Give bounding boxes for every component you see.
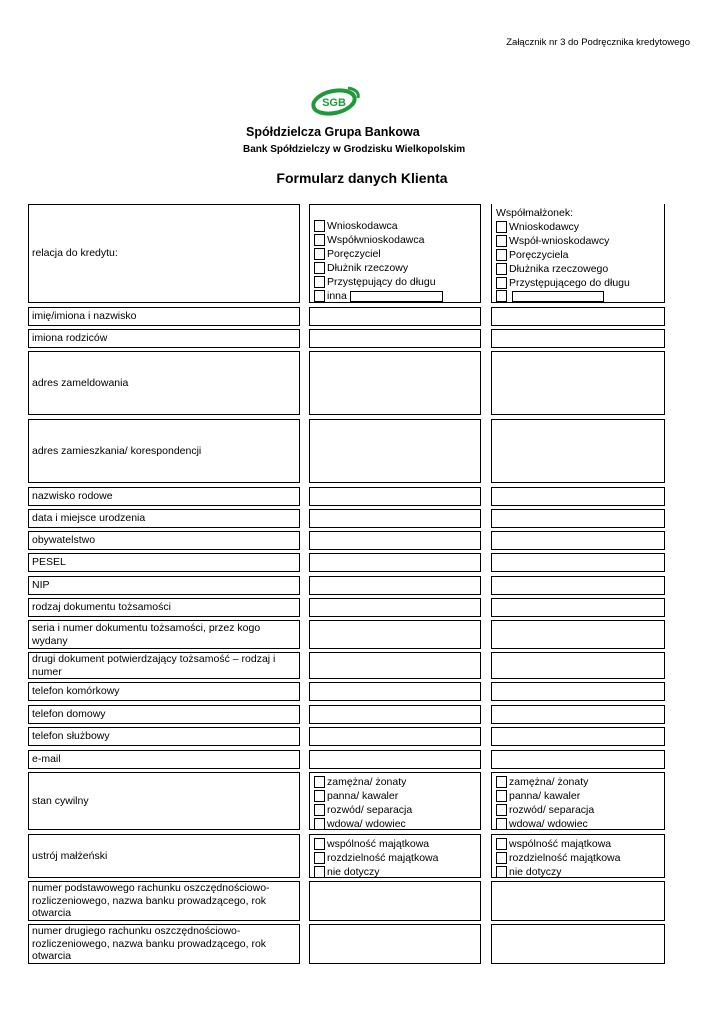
form-row (0, 351, 724, 415)
form-row (0, 553, 724, 572)
form-row (0, 620, 724, 649)
row-label: obywatelstwo (28, 531, 300, 550)
spouse-field[interactable] (491, 750, 665, 769)
spouse-field[interactable] (491, 307, 665, 326)
form-row (0, 881, 724, 921)
checkbox[interactable] (496, 776, 507, 788)
checkbox[interactable] (496, 249, 507, 261)
row-label: data i miejsce urodzenia (28, 509, 300, 528)
form-row (0, 652, 724, 679)
checkbox[interactable] (314, 866, 325, 878)
option-inna[interactable]: inna (314, 289, 476, 303)
spouse-field[interactable] (491, 705, 665, 724)
checkbox[interactable] (314, 234, 325, 246)
form-row (0, 727, 724, 746)
option-dluznik-rzeczowy[interactable]: Dłużnik rzeczowy (314, 261, 476, 275)
option-poreczyciel[interactable]: Poręczyciel (314, 247, 476, 261)
spouse-field[interactable] (491, 329, 665, 348)
other-input[interactable] (512, 291, 604, 302)
row-label: NIP (28, 576, 300, 595)
client-field[interactable] (309, 509, 481, 528)
checkbox[interactable] (496, 804, 507, 816)
client-field[interactable] (309, 705, 481, 724)
property-options-client (309, 834, 481, 878)
option-nie-dotyczy[interactable]: nie dotyczy (314, 865, 476, 879)
option-wdowa[interactable]: wdowa/ wdowiec (496, 817, 660, 831)
client-field[interactable] (309, 351, 481, 415)
checkbox[interactable] (496, 235, 507, 247)
sgb-logo (308, 84, 364, 118)
row-label: telefon służbowy (28, 727, 300, 746)
option-panna[interactable]: panna/ kawaler (314, 789, 476, 803)
client-field[interactable] (309, 487, 481, 506)
option-wnioskodawca[interactable]: Wnioskodawca (314, 219, 476, 233)
row-label: adres zameldowania (28, 351, 300, 415)
checkbox[interactable] (314, 248, 325, 260)
form-row (0, 750, 724, 769)
checkbox[interactable] (314, 838, 325, 850)
client-field[interactable] (309, 924, 481, 964)
client-field[interactable] (309, 553, 481, 572)
form-row-property (0, 834, 724, 878)
checkbox[interactable] (496, 290, 507, 302)
option-zamezna[interactable]: zamężna/ żonaty (314, 775, 476, 789)
option-panna[interactable]: panna/ kawaler (496, 789, 660, 803)
form-row (0, 705, 724, 724)
checkbox[interactable] (496, 838, 507, 850)
client-field[interactable] (309, 598, 481, 617)
row-label: nazwisko rodowe (28, 487, 300, 506)
client-field[interactable] (309, 576, 481, 595)
client-field[interactable] (309, 307, 481, 326)
row-label: seria i numer dokumentu tożsamości, przez kogo wydany (28, 620, 300, 649)
client-field[interactable] (309, 620, 481, 649)
spouse-field[interactable] (491, 881, 665, 921)
checkbox[interactable] (496, 818, 507, 830)
checkbox[interactable] (496, 790, 507, 802)
row-label: imię/imiona i nazwisko (28, 307, 300, 326)
relation-options-spouse (491, 204, 665, 303)
spouse-header: Współmałżonek: (496, 207, 574, 219)
form-row-marital (0, 772, 724, 830)
row-label: drugi dokument potwierdzający tożsamość – rodzaj i numer (28, 652, 300, 679)
client-field[interactable] (309, 419, 481, 483)
client-field[interactable] (309, 531, 481, 550)
spouse-field[interactable] (491, 620, 665, 649)
checkbox[interactable] (314, 776, 325, 788)
form-row (0, 487, 724, 506)
row-label: PESEL (28, 553, 300, 572)
form-row (0, 531, 724, 550)
form-row (0, 329, 724, 348)
option-rozwod[interactable]: rozwód/ separacja (314, 803, 476, 817)
option-rozdzielnosc[interactable]: rozdzielność majątkowa (496, 851, 660, 865)
marital-options-spouse (491, 772, 665, 830)
checkbox[interactable] (314, 290, 325, 302)
spouse-field[interactable] (491, 509, 665, 528)
row-label: numer podstawowego rachunku oszczędnościowo-rozliczeniowego, nazwa banku prowadzącego, rok otwarcia (28, 881, 300, 921)
spouse-field[interactable] (491, 419, 665, 483)
option-zamezna[interactable]: zamężna/ żonaty (496, 775, 660, 789)
form-row (0, 598, 724, 617)
client-field[interactable] (309, 881, 481, 921)
client-field[interactable] (309, 329, 481, 348)
option-rozwod[interactable]: rozwód/ separacja (496, 803, 660, 817)
checkbox[interactable] (314, 262, 325, 274)
checkbox[interactable] (314, 818, 325, 830)
relation-options-client (309, 204, 481, 303)
spouse-field[interactable] (491, 924, 665, 964)
checkbox[interactable] (314, 220, 325, 232)
checkbox[interactable] (314, 790, 325, 802)
form-row (0, 924, 724, 964)
spouse-field[interactable] (491, 598, 665, 617)
spouse-field[interactable] (491, 351, 665, 415)
option-nie-dotyczy[interactable]: nie dotyczy (496, 865, 660, 879)
spouse-field[interactable] (491, 682, 665, 701)
option-wspol-wnioskodawcy[interactable]: Współ-wnioskodawcy (496, 234, 660, 248)
row-label: numer drugiego rachunku oszczędnościowo-rozliczeniowego, nazwa banku prowadzącego, rok otwarcia (28, 924, 300, 964)
checkbox[interactable] (314, 276, 325, 288)
client-field[interactable] (309, 652, 481, 679)
spouse-field[interactable] (491, 652, 665, 679)
form-row (0, 509, 724, 528)
bank-name: Bank Spółdzielczy w Grodzisku Wielkopolskim (243, 144, 466, 155)
row-label: adres zamieszkania/ korespondencji (28, 419, 300, 483)
property-options-spouse (491, 834, 665, 878)
checkbox[interactable] (496, 221, 507, 233)
option-dluznika-rzeczowego[interactable]: Dłużnika rzeczowego (496, 262, 660, 276)
option-wnioskodawcy[interactable]: Wnioskodawcy (496, 220, 660, 234)
client-field[interactable] (309, 727, 481, 746)
annex-note: Załącznik nr 3 do Podręcznika kredytowego (506, 37, 690, 48)
checkbox[interactable] (496, 852, 507, 864)
form-title: Formularz danych Klienta (276, 170, 448, 186)
other-input[interactable] (350, 291, 443, 302)
form-row-relation (0, 204, 724, 303)
row-label: ustrój małżeński (28, 834, 300, 878)
logo-text: SGB (322, 97, 346, 109)
spouse-field[interactable] (491, 727, 665, 746)
row-label: telefon komórkowy (28, 682, 300, 701)
checkbox[interactable] (496, 263, 507, 275)
checkbox[interactable] (496, 277, 507, 289)
option-wspolwnioskodawca[interactable]: Współwnioskodawca (314, 233, 476, 247)
organization-name: Spółdzielcza Grupa Bankowa (246, 125, 420, 139)
form-row (0, 682, 724, 701)
option-przystepujacego[interactable]: Przystępującego do długu (496, 276, 660, 290)
checkbox[interactable] (496, 866, 507, 878)
spouse-field[interactable] (491, 576, 665, 595)
row-label: e-mail (28, 750, 300, 769)
option-przystepujacy[interactable]: Przystępujący do długu (314, 275, 476, 289)
checkbox[interactable] (314, 852, 325, 864)
spouse-field[interactable] (491, 487, 665, 506)
option-poreczyciela[interactable]: Poręczyciela (496, 248, 660, 262)
client-field[interactable] (309, 682, 481, 701)
option-wdowa[interactable]: wdowa/ wdowiec (314, 817, 476, 831)
row-label: imiona rodziców (28, 329, 300, 348)
row-label: rodzaj dokumentu tożsamości (28, 598, 300, 617)
form-row (0, 419, 724, 483)
client-field[interactable] (309, 750, 481, 769)
option-rozdzielnosc[interactable]: rozdzielność majątkowa (314, 851, 476, 865)
marital-options-client (309, 772, 481, 830)
form-row (0, 576, 724, 595)
row-label: relacja do kredytu: (28, 204, 300, 303)
option-other-spouse[interactable] (496, 290, 660, 302)
row-label: telefon domowy (28, 705, 300, 724)
option-wspolnosc[interactable]: wspólność majątkowa (314, 837, 476, 851)
spouse-field[interactable] (491, 531, 665, 550)
option-wspolnosc[interactable]: wspólność majątkowa (496, 837, 660, 851)
form-row (0, 307, 724, 326)
checkbox[interactable] (314, 804, 325, 816)
row-label: stan cywilny (28, 772, 300, 830)
spouse-field[interactable] (491, 553, 665, 572)
